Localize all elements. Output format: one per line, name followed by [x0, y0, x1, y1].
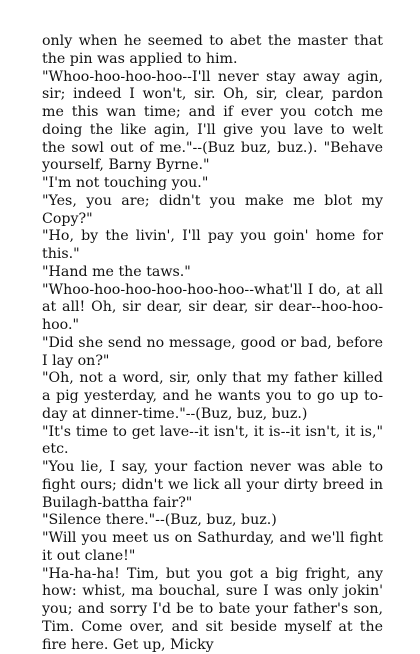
paragraph-10: "It's time to get lave--it isn't, it is--it isn't, it is," etc. [42, 424, 383, 460]
paragraph-13: "Will you meet us on Sathurday, and we'll fight it out clane!" [42, 530, 383, 566]
paragraph-4: "Yes, you are; didn't you make me blot my Copy?" [42, 193, 383, 229]
paragraph-2: "Whoo-hoo-hoo-hoo--I'll never stay away agin, sir; indeed I won't, sir. Oh, sir, clear, pardon me this wan time; and if ever you cotch me doing the like agin, I'll give you lave to welt the sowl out of me."--(Buz buz, buz.). "Behave yourself, Barny Byrne." [42, 69, 383, 176]
paragraph-1: only when he seemed to abet the master that the pin was applied to him. [42, 33, 383, 69]
paragraph-14: "Ha-ha-ha! Tim, but you got a big fright, any how: whist, ma bouchal, sure I was only jokin' you; and sorry I'd be to bate your father's son, Tim. Come over, and sit beside myself at the fire here. Get up, Micky [42, 566, 383, 654]
paragraph-6: "Hand me the taws." [42, 264, 383, 282]
paragraph-5: "Ho, by the livin', I'll pay you goin' home for this." [42, 228, 383, 264]
paragraph-3: "I'm not touching you." [42, 175, 383, 193]
book-page-text [42, 33, 383, 654]
paragraph-8: "Did she send no message, good or bad, before I lay on?" [42, 335, 383, 371]
paragraph-12: "Silence there."--(Buz, buz, buz.) [42, 512, 383, 530]
paragraph-11: "You lie, I say, your faction never was able to fight ours; didn't we lick all your dirty breed in Builagh-battha fair?" [42, 459, 383, 512]
paragraph-9: "Oh, not a word, sir, only that my father killed a pig yesterday, and he wants you to go up to-day at dinner-time."--(Buz, buz, buz.) [42, 370, 383, 423]
paragraph-7: "Whoo-hoo-hoo-hoo-hoo-hoo--what'll I do, at all at all! Oh, sir dear, sir dear, sir dear--hoo-hoo-hoo." [42, 282, 383, 335]
